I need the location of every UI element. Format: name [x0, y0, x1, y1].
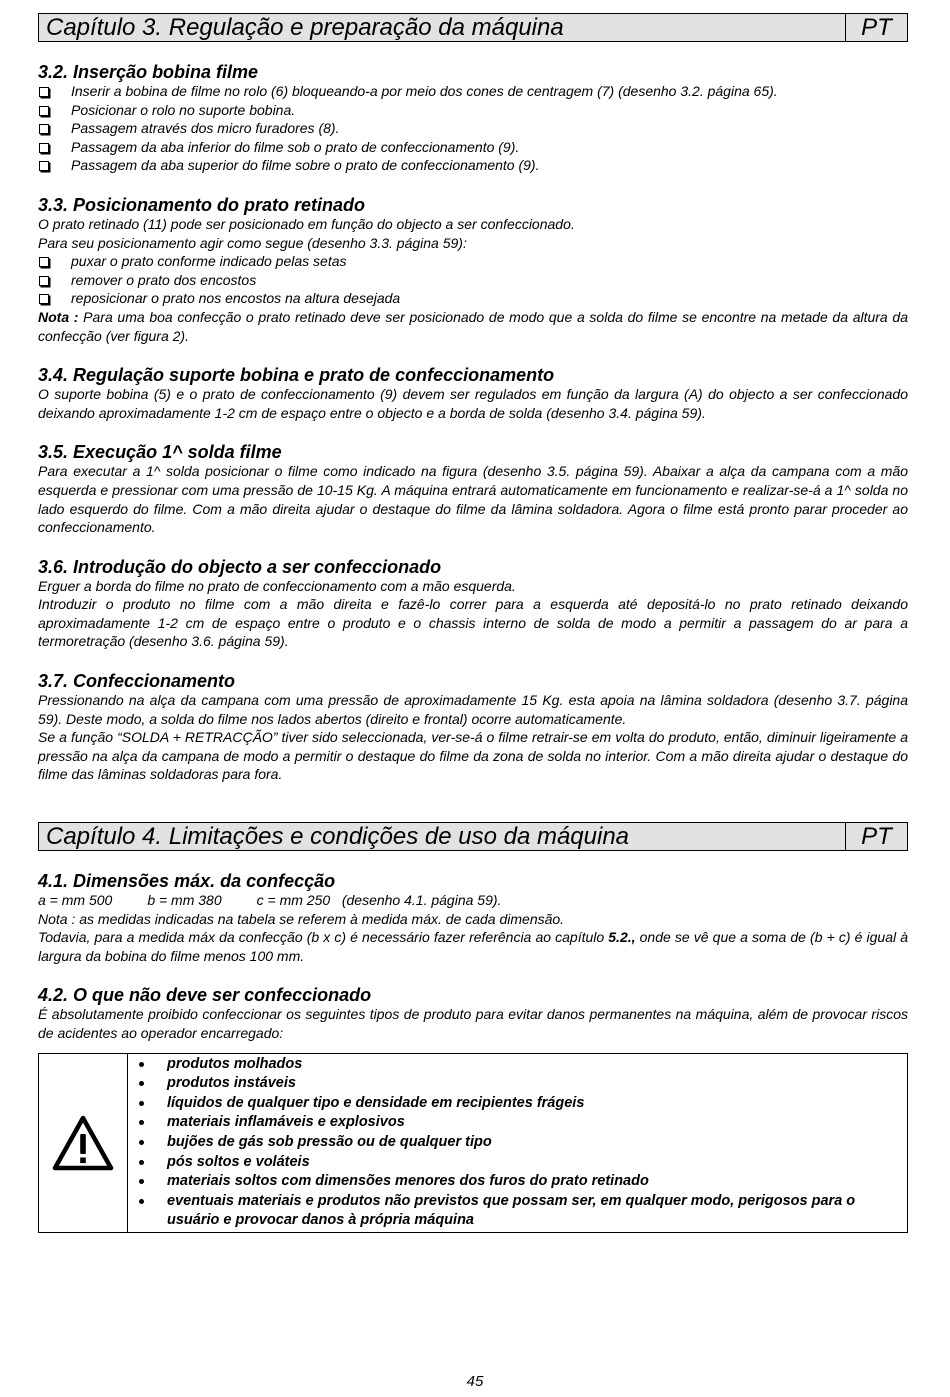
- bullet-icon: [139, 1101, 144, 1106]
- section-3-6-heading: 3.6. Introdução do objecto a ser confeccionado: [38, 556, 442, 577]
- bullet-icon: [139, 1140, 144, 1145]
- checkbox-bullet-icon: [39, 124, 49, 134]
- section-3-5: [38, 442, 908, 536]
- list-item: produtos molhados: [128, 1055, 899, 1075]
- section-3-2-list: [38, 82, 908, 175]
- section-3-3: [38, 195, 908, 345]
- section-4-1-text: Todavia, para a medida máx da confecção (b x c) é necessário fazer referência ao capítulo 5.2., onde se vê que a soma de (b + c) é igual à largura da bobina do filme menos 100 mm.: [38, 929, 909, 964]
- checkbox-bullet-icon: [39, 161, 49, 171]
- section-4-1-dimensions: a = mm 500 b = mm 380 c = mm 250 (desenho 4.1. página 59).: [38, 892, 502, 909]
- checkbox-bullet-icon: [39, 257, 49, 267]
- checkbox-bullet-icon: [39, 276, 49, 286]
- chapter-4-title: Capítulo 4. Limitações e condições de uso da máquina: [46, 823, 630, 851]
- section-4-1-note: Nota : as medidas indicadas na tabela se referem à medida máx. de cada dimensão.: [38, 910, 565, 927]
- checkbox-bullet-icon: [39, 106, 49, 116]
- list-item: reposicionar o prato nos encostos na altura desejada: [38, 289, 908, 308]
- section-3-3-text-1: O prato retinado (11) pode ser posicionado em função do objecto a ser confeccionado.: [38, 215, 575, 232]
- section-3-3-text-2: Para seu posicionamento agir como segue (desenho 3.3. página 59):: [38, 234, 467, 251]
- page-content: [38, 13, 908, 1233]
- section-4-2-text: É absolutamente proibido confeccionar os seguintes tipos de produto para evitar danos permanentes na máquina, além de provocar riscos de acidentes ao operador encarregado:: [38, 1006, 908, 1041]
- list-item: Passagem da aba superior do filme sobre o prato de confeccionamento (9).: [38, 156, 908, 175]
- chapter-3-title: Capítulo 3. Regulação e preparação da máquina: [46, 14, 564, 41]
- chapter-4-language: PT: [845, 823, 907, 850]
- chapter-4-header: [38, 822, 908, 851]
- chapter-3-header: [38, 13, 908, 42]
- bullet-icon: [139, 1199, 144, 1204]
- bullet-icon: [139, 1081, 144, 1086]
- list-item: Posicionar o rolo no suporte bobina.: [38, 101, 908, 120]
- section-3-7: [38, 671, 908, 784]
- section-3-5-heading: 3.5. Execução 1^ solda filme: [38, 442, 282, 463]
- list-item: líquidos de qualquer tipo e densidade em recipientes frágeis: [128, 1094, 899, 1114]
- section-3-7-heading: 3.7. Confeccionamento: [38, 671, 236, 692]
- prohibited-items-table: [38, 1053, 908, 1233]
- section-3-4-heading: 3.4. Regulação suporte bobina e prato de confeccionamento: [38, 365, 555, 386]
- section-3-6: [38, 557, 908, 651]
- list-item: eventuais materiais e produtos não previstos que possam ser, em qualquer modo, perigosos para o usuário e provocar danos à própria máquina: [128, 1192, 899, 1231]
- list-item: pós soltos e voláteis: [128, 1153, 899, 1173]
- bullet-icon: [139, 1062, 144, 1067]
- section-3-7-text-1: Pressionando na alça da campana com uma pressão de aproximadamente 15 Kg. esta apoia na lâmina soldadora (desenho 3.7. página 59). Deste modo, a solda do filme nos lados abertos (direito e frontal) ocorre automaticamente.: [38, 692, 908, 727]
- warning-cell: [39, 1054, 128, 1232]
- section-3-3-note: Nota : Para uma boa confecção o prato retinado deve ser posicionado de modo que a solda do filme se encontre na metade da altura da confecção (ver figura 2).: [38, 308, 908, 344]
- list-item: Passagem através dos micro furadores (8).: [38, 119, 908, 138]
- section-3-5-text: Para executar a 1^ solda posicionar o filme como indicado na figura (desenho 3.5. página 59). Abaixar a alça da campana com a mão esquerda e pressionar com uma pressão de 10-15 Kg. A máquina entrará automaticamente em funcionamento e realizar-se-á a 1^ solda no lado esquerdo do filme. Com a mão direita ajudar o destaque do filme da lâmina soldadora. Agora o filme está pronto parar proceder ao confeccionamento.: [38, 463, 908, 536]
- section-3-2-heading: 3.2. Inserção bobina filme: [38, 62, 259, 82]
- bullet-icon: [139, 1160, 144, 1165]
- section-4-1-heading: 4.1. Dimensões máx. da confecção: [38, 871, 336, 892]
- section-3-7-text-2: Se a função “SOLDA + RETRACÇÃO” tiver sido seleccionada, ver-se-á o filme retrair-se em volta do produto, então, diminuir ligeiramente a pressão na alça da campana de modo a permitir o destaque do filme da zona de solda no interior. Com a mão direita ajudar o destaque do filme das lâminas soldadoras para fora.: [38, 729, 908, 783]
- list-item: puxar o prato conforme indicado pelas setas: [38, 252, 908, 271]
- prohibited-items-list: [128, 1054, 907, 1232]
- page-number: 45: [466, 1373, 484, 1390]
- list-item: remover o prato dos encostos: [38, 271, 908, 290]
- list-item: bujões de gás sob pressão ou de qualquer tipo: [128, 1133, 899, 1153]
- section-3-3-heading: 3.3. Posicionamento do prato retinado: [38, 194, 366, 215]
- checkbox-bullet-icon: [39, 143, 49, 153]
- chapter-3-language: PT: [845, 14, 907, 41]
- section-4-2: [38, 985, 908, 1233]
- section-4-1: [38, 871, 908, 965]
- section-3-4-text: O suporte bobina (5) e o prato de confeccionamento (9) devem ser regulados em função da largura (A) do objecto a ser confeccionado deixando aproximadamente 1-2 cm de espaço entre o objecto e a borda de solda (desenho 3.4. página 59).: [38, 386, 908, 421]
- list-item: Passagem da aba inferior do filme sob o prato de confeccionamento (9).: [38, 138, 908, 157]
- section-3-4: [38, 365, 908, 422]
- section-3-6-text-2: Introduzir o produto no filme com a mão direita e fazê-lo correr para a esquerda até depositá-lo no prato retinado deixando aproximadamente 1-2 cm de espaço entre o produto e o chassis interno de solda de modo a permitir a passagem do ar para a termoretração (desenho 3.6. página 59).: [38, 596, 908, 650]
- section-3-6-text-1: Erguer a borda do filme no prato de confeccionamento com a mão esquerda.: [38, 577, 516, 594]
- checkbox-bullet-icon: [39, 294, 49, 304]
- checkbox-bullet-icon: [39, 87, 49, 97]
- section-3-2: [38, 62, 908, 175]
- list-item: Inserir a bobina de filme no rolo (6) bloqueando-a por meio dos cones de centragem (7) (desenho 3.2. página 65).: [38, 82, 908, 101]
- warning-triangle-icon: [52, 1115, 114, 1171]
- bullet-icon: [139, 1120, 144, 1125]
- list-item: materiais soltos com dimensões menores dos furos do prato retinado: [128, 1172, 899, 1192]
- bullet-icon: [139, 1179, 144, 1184]
- section-4-2-heading: 4.2. O que não deve ser confeccionado: [38, 985, 372, 1006]
- list-item: produtos instáveis: [128, 1074, 899, 1094]
- section-3-3-list: [38, 252, 908, 308]
- list-item: materiais inflamáveis e explosivos: [128, 1113, 899, 1133]
